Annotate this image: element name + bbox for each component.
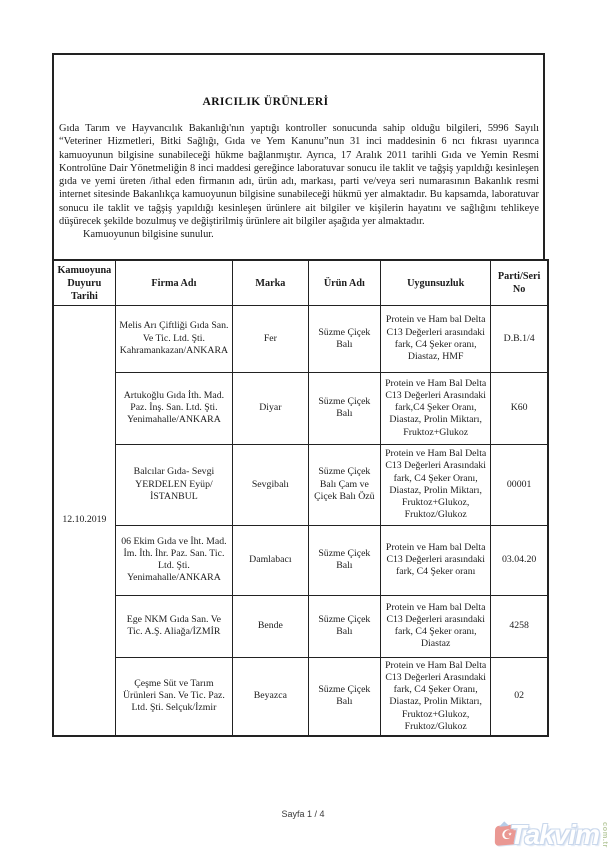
parti-cell: K60 (491, 372, 548, 444)
announcement-date-cell: 12.10.2019 (53, 305, 115, 736)
firma-cell: Balcılar Gıda- Sevgi YERDELEN Eyüp/İSTANBUL (115, 444, 232, 525)
page-number: Sayfa 1 / 4 (281, 809, 325, 819)
uygunsuzluk-cell: Protein ve Ham bal Delta C13 Değerleri arasındaki fark, C4 Şeker oranı, Diastaz (381, 595, 491, 657)
table-row (53, 525, 548, 595)
table-row (53, 444, 548, 525)
table-header-row (53, 260, 548, 305)
firma-cell: Çeşme Süt ve Tarım Ürünleri San. Ve Tic. Paz. Ltd. Şti. Selçuk/İzmir (115, 657, 232, 736)
marka-cell: Damlabacı (233, 525, 309, 595)
column-header-marka: Marka (233, 260, 309, 305)
urun-cell: Süzme Çiçek Balı (308, 657, 380, 736)
parti-cell: 4258 (491, 595, 548, 657)
urun-cell: Süzme Çiçek Balı (308, 305, 380, 372)
table-row (53, 372, 548, 444)
intro-paragraph: Gıda Tarım ve Hayvancılık Bakanlığı'nın yaptığı kontroller sonucunda sahip olduğu bilgileri, 5996 Sayılı “Veteriner Hizmetleri, Bitki Sağlığı, Gıda ve Yem Kanunu”nun 31 inci maddesinin 6 ncı fıkrası uyarınca kamuoyunun bilgisine sunabileceği hükme bağlanmıştır. Ayrıca, 17 Aralık 2011 tarihli Gıda ve Yemin Resmi Kontrolüne Dair Yönetmeliğin 8 inci maddesi gereğince laboratuvar sonucu ile taklit ve tağşiş yapıldığı kesinleşen gıda ve yemi üreten /ithal eden firmanın adı, ürün adı, markası, parti ve/veya seri numarasının Bakanlık resmi internet sitesinde Bakanlıkça kamuoyunun bilgisine sunabileceği hükmü yer almaktadır. Bu kapsamda, laboratuvar sonucu ile taklit ve tağşiş yapıldığı kesinleşen ürünlere ait bilgiler ve kişilerin hayatını ve sağlığını tehlikeye düşürecek şekilde bozulmuş ve değiştirilmiş ürünlere ait bilgiler aşağıda yer almaktadır. (59, 123, 539, 228)
urun-cell: Süzme Çiçek Balı (308, 595, 380, 657)
firma-cell: Ege NKM Gıda San. Ve Tic. A.Ş. Aliağa/İZMİR (115, 595, 232, 657)
uygunsuzluk-cell: Protein ve Ham Bal Delta C13 Değerleri Arasındaki fark, C4 Şeker Oranı, Diastaz, Prolin Miktarı, Fruktoz+Glukoz, Fruktoz/Glukoz (381, 657, 491, 736)
parti-cell: D.B.1/4 (491, 305, 548, 372)
watermark-domain-suffix: com.tr (601, 822, 610, 848)
marka-cell: Beyazca (233, 657, 309, 736)
firma-cell: Artukoğlu Gıda İth. Mad. Paz. İnş. San. Ltd. Şti. Yenimahalle/ANKARA (115, 372, 232, 444)
urun-cell: Süzme Çiçek Balı (308, 525, 380, 595)
firma-cell: 06 Ekim Gıda ve İht. Mad. İm. İth. İhr. Paz. San. Tic. Ltd. Şti. Yenimahalle/ANKARA (115, 525, 232, 595)
intro-note: Kamuoyunun bilgisine sunulur. (83, 229, 214, 241)
firma-cell: Melis Arı Çiftliği Gıda San. Ve Tic. Ltd. Şti. Kahramankazan/ANKARA (115, 305, 232, 372)
uygunsuzluk-cell: Protein ve Ham Bal Delta C13 Değerleri Arasındaki fark,C4 Şeker Oranı, Diastaz, Prolin Miktarı, Fruktoz+Glukoz (381, 372, 491, 444)
products-table (52, 259, 549, 737)
column-header-parti-seri-no: Parti/Seri No (491, 260, 548, 305)
marka-cell: Diyar (233, 372, 309, 444)
marka-cell: Sevgibalı (233, 444, 309, 525)
marka-cell: Fer (233, 305, 309, 372)
table-row (53, 305, 548, 372)
marka-cell: Bende (233, 595, 309, 657)
column-header-uygunsuzluk: Uygunsuzluk (381, 260, 491, 305)
column-header-duyuru-tarihi: Kamuoyuna Duyuru Tarihi (53, 260, 115, 305)
parti-cell: 03.04.20 (491, 525, 548, 595)
document-frame (52, 53, 545, 737)
column-header-firma-adi: Firma Adı (115, 260, 232, 305)
watermark-brand-text: Takvim (509, 819, 599, 850)
column-header-urun-adi: Ürün Adı (308, 260, 380, 305)
turkish-flag-icon: ☪ (494, 824, 518, 846)
takvim-watermark (495, 819, 610, 851)
uygunsuzluk-cell: Protein ve Ham bal Delta C13 Değerleri arasındaki fark, C4 Şeker oranı, Diastaz, HMF (381, 305, 491, 372)
parti-cell: 02 (491, 657, 548, 736)
parti-cell: 00001 (491, 444, 548, 525)
uygunsuzluk-cell: Protein ve Ham Bal Delta C13 Değerleri Arasındaki fark, C4 Şeker Oranı, Diastaz, Prolin Miktarı, Fruktoz+Glukoz, Fruktoz/Glukoz (381, 444, 491, 525)
table-row (53, 595, 548, 657)
table-row (53, 657, 548, 736)
urun-cell: Süzme Çiçek Balı Çam ve Çiçek Balı Özü (308, 444, 380, 525)
uygunsuzluk-cell: Protein ve Ham bal Delta C13 Değerleri arasındaki fark, C4 Şeker oranı (381, 525, 491, 595)
urun-cell: Süzme Çiçek Balı (308, 372, 380, 444)
page-title: ARICILIK ÜRÜNLERİ (202, 96, 329, 108)
